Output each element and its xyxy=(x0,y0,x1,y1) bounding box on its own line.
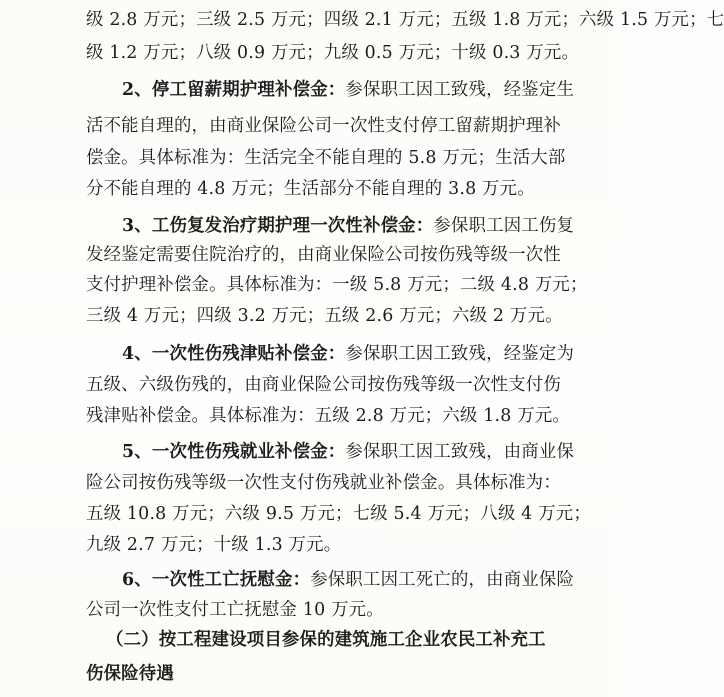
line-text: 五级 10.8 万元；六级 9.5 万元；七级 5.4 万元；八级 4 万元； xyxy=(86,504,591,524)
item-heading-line xyxy=(122,218,574,235)
item-heading-line xyxy=(122,82,574,99)
item-heading: 3、工伤复发治疗期护理一次性补偿金： xyxy=(122,216,434,236)
line-text: 参保职工因工伤复 xyxy=(433,216,575,236)
text-line xyxy=(86,537,341,554)
line-text: 九级 2.7 万元；十级 1.3 万元。 xyxy=(86,535,342,555)
item-heading-line xyxy=(122,572,574,589)
item-heading-line xyxy=(122,346,574,363)
text-line xyxy=(86,277,588,294)
line-text: 公司一次性支付工亡抚慰金 10 万元。 xyxy=(86,600,384,620)
text-line xyxy=(86,150,565,167)
text-line xyxy=(86,408,570,425)
line-text: 三级 4 万元；四级 3.2 万元；五级 2.6 万元；六级 2 万元。 xyxy=(86,306,563,326)
text-line xyxy=(86,506,591,523)
line-text: 残津贴补偿金。具体标准为：五级 2.8 万元；六级 1.8 万元。 xyxy=(86,406,571,426)
text-line xyxy=(86,308,563,325)
section-heading-line xyxy=(106,632,546,649)
text-line xyxy=(86,45,579,62)
text-line xyxy=(86,12,724,29)
text-line xyxy=(86,118,561,135)
item-heading: 6、一次性工亡抚慰金： xyxy=(122,570,311,590)
line-text: 级 2.8 万元；三级 2.5 万元；四级 2.1 万元；五级 1.8 万元；六级 1.5 万元；七 xyxy=(86,10,724,30)
line-text: 参保职工因工致残，经鉴定为 xyxy=(345,344,575,364)
line-text: 偿金。具体标准为：生活完全不能自理的 5.8 万元；生活大部 xyxy=(86,148,566,168)
text-line xyxy=(86,181,535,198)
text-line xyxy=(86,602,384,619)
line-text: 险公司按伤残等级一次性支付伤残就业补偿金。具体标准为： xyxy=(86,473,561,493)
section-heading-line xyxy=(86,666,174,683)
text-line xyxy=(86,247,561,264)
item-heading: 5、一次性伤残就业补偿金： xyxy=(122,442,346,462)
line-text: 参保职工因工致残，经鉴定生 xyxy=(345,80,575,100)
item-heading: 4、一次性伤残津贴补偿金： xyxy=(122,344,346,364)
text-line xyxy=(86,377,561,394)
line-text: 五级、六级伤残的，由商业保险公司按伤残等级一次性支付伤 xyxy=(86,375,561,395)
text-line xyxy=(86,475,561,492)
line-text: 支付护理补偿金。具体标准为：一级 5.8 万元；二级 4.8 万元； xyxy=(86,275,588,295)
line-text: 发经鉴定需要住院治疗的，由商业保险公司按伤残等级一次性 xyxy=(86,245,561,265)
section-heading: 伤保险待遇 xyxy=(86,664,174,684)
item-heading: 2、停工留薪期护理补偿金： xyxy=(122,80,346,100)
line-text: 参保职工因工死亡的，由商业保险 xyxy=(310,570,575,590)
line-text: 分不能自理的 4.8 万元；生活部分不能自理的 3.8 万元。 xyxy=(86,179,535,199)
line-text: 级 1.2 万元；八级 0.9 万元；九级 0.5 万元；十级 0.3 万元。 xyxy=(86,43,580,63)
item-heading-line xyxy=(122,444,574,461)
line-text: 参保职工因工致残，由商业保 xyxy=(345,442,575,462)
section-heading: （二）按工程建设项目参保的建筑施工企业农民工补充工 xyxy=(106,630,546,650)
line-text: 活不能自理的，由商业保险公司一次性支付停工留薪期护理补 xyxy=(86,116,561,136)
